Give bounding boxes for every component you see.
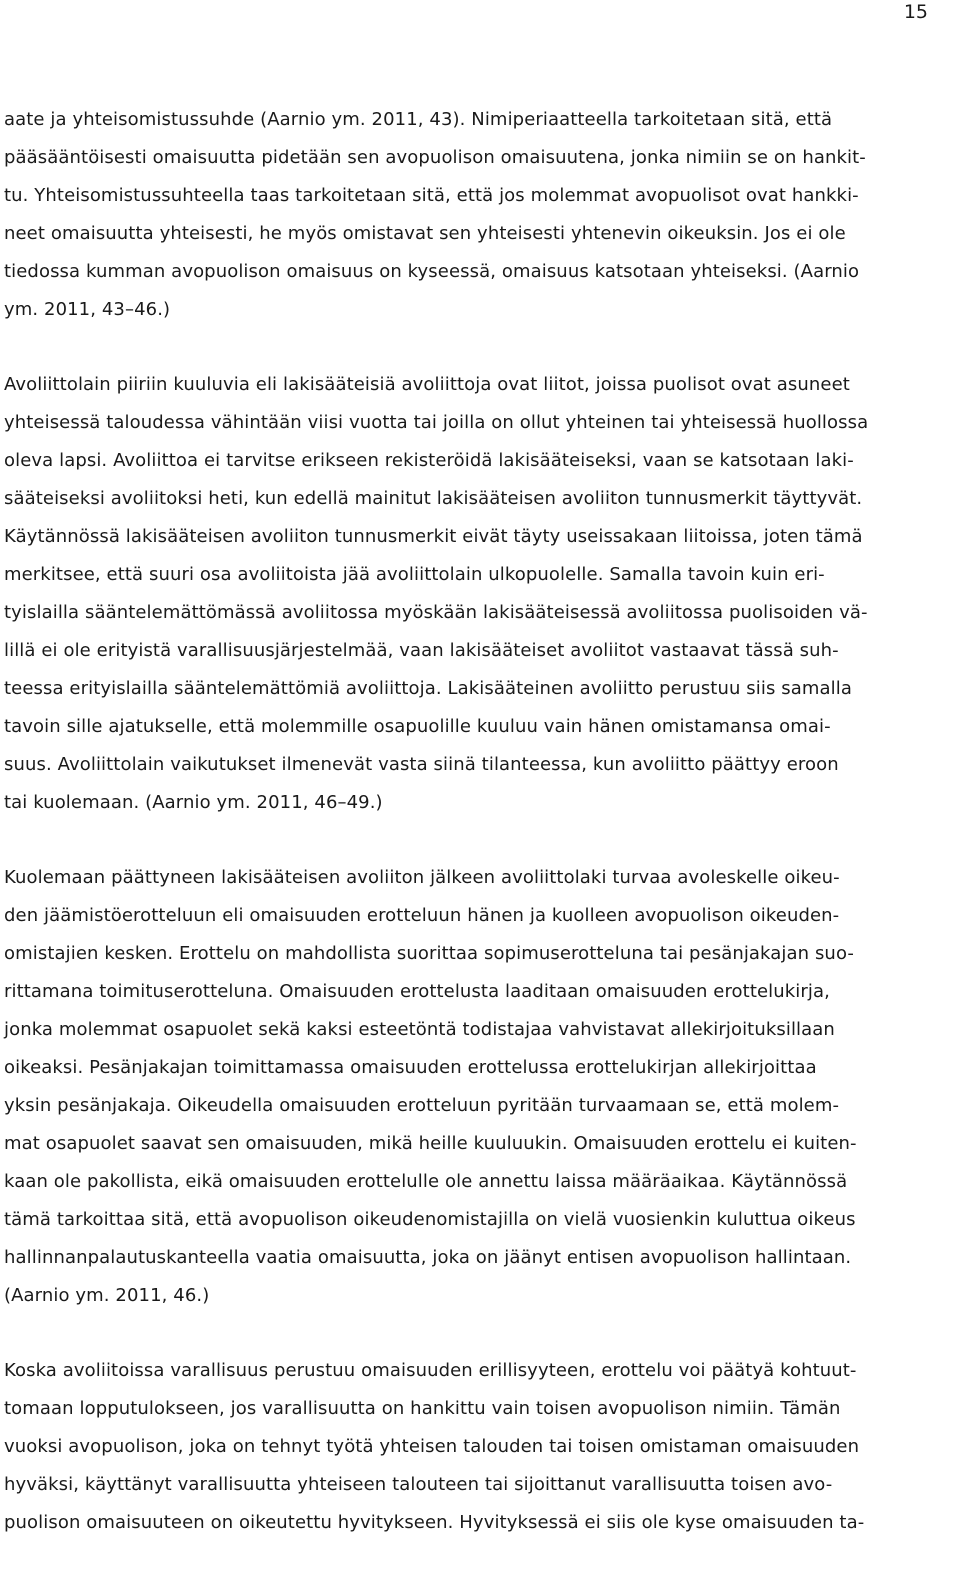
- text-line: tai kuolemaan. (Aarnio ym. 2011, 46–49.): [4, 792, 383, 813]
- text-line: pääsääntöisesti omaisuutta pidetään sen avopuolison omaisuutena, jonka nimiin se on hankit-: [4, 147, 866, 168]
- paragraph-4: [4, 1352, 940, 1542]
- text-line: oikeaksi. Pesänjakajan toimittamassa omaisuuden erottelussa erottelukirjan allekirjoittaa: [4, 1057, 817, 1078]
- paragraph-2: [4, 366, 940, 822]
- text-line: tyislailla sääntelemättömässä avoliitossa myöskään lakisääteisessä avoliitossa puolisoiden vä-: [4, 602, 868, 623]
- text-line: aate ja yhteisomistussuhde (Aarnio ym. 2011, 43). Nimiperiaatteella tarkoitetaan sitä, että: [4, 109, 833, 130]
- text-line: (Aarnio ym. 2011, 46.): [4, 1285, 210, 1306]
- document-body: [4, 101, 940, 1542]
- text-line: vuoksi avopuolison, joka on tehnyt työtä yhteisen talouden tai toisen omistaman omaisuuden: [4, 1436, 860, 1457]
- text-line: teessa erityislailla sääntelemättömiä avoliittoja. Lakisääteinen avoliitto perustuu siis samalla: [4, 678, 852, 699]
- text-line: jonka molemmat osapuolet sekä kaksi esteetöntä todistajaa vahvistavat allekirjoituksillaan: [4, 1019, 835, 1040]
- text-line: Kuolemaan päättyneen lakisääteisen avoliiton jälkeen avoliittolaki turvaa avoleskelle oikeu-: [4, 867, 840, 888]
- text-line: yksin pesänjakaja. Oikeudella omaisuuden erotteluun pyritään turvaamaan se, että molem-: [4, 1095, 840, 1116]
- text-line: kaan ole pakollista, eikä omaisuuden erottelulle ole annettu laissa määräaikaa. Käytännössä: [4, 1171, 848, 1192]
- text-line: Koska avoliitoissa varallisuus perustuu omaisuuden erillisyyteen, erottelu voi päätyä kohtuut-: [4, 1360, 857, 1381]
- text-line: tämä tarkoittaa sitä, että avopuolison oikeudenomistajilla on vielä vuosienkin kuluttua oikeus: [4, 1209, 856, 1230]
- text-line: tomaan lopputulokseen, jos varallisuutta on hankittu vain toisen avopuolison nimiin. Tämän: [4, 1398, 841, 1419]
- text-line: Käytännössä lakisääteisen avoliiton tunnusmerkit eivät täyty useissakaan liitoissa, joten tämä: [4, 526, 863, 547]
- text-line: yhteisessä taloudessa vähintään viisi vuotta tai joilla on ollut yhteinen tai yhteisessä huollossa: [4, 412, 869, 433]
- text-line: sääteiseksi avoliitoksi heti, kun edellä mainitut lakisääteisen avoliiton tunnusmerkit täyttyvät.: [4, 488, 863, 509]
- text-line: den jäämistöerotteluun eli omaisuuden erotteluun hänen ja kuolleen avopuolison oikeuden-: [4, 905, 840, 926]
- text-line: merkitsee, että suuri osa avoliitoista jää avoliittolain ulkopuolelle. Samalla tavoin kuin eri-: [4, 564, 825, 585]
- text-line: rittamana toimituserotteluna. Omaisuuden erottelusta laaditaan omaisuuden erottelukirja,: [4, 981, 830, 1002]
- text-line: puolison omaisuuteen on oikeutettu hyvitykseen. Hyvityksessä ei siis ole kyse omaisuuden ta-: [4, 1512, 865, 1533]
- text-line: ym. 2011, 43–46.): [4, 299, 171, 320]
- text-line: hyväksi, käyttänyt varallisuutta yhteiseen talouteen tai sijoittanut varallisuutta toisen avo-: [4, 1474, 833, 1495]
- text-line: tu. Yhteisomistussuhteella taas tarkoitetaan sitä, että jos molemmat avopuolisot ovat hankki-: [4, 185, 859, 206]
- text-line: oleva lapsi. Avoliittoa ei tarvitse erikseen rekisteröidä lakisääteiseksi, vaan se katsotaan laki-: [4, 450, 854, 471]
- paragraph-3: [4, 859, 940, 1315]
- text-line: tiedossa kumman avopuolison omaisuus on kyseessä, omaisuus katsotaan yhteiseksi. (Aarnio: [4, 261, 860, 282]
- paragraph-spacer: [4, 329, 940, 366]
- paragraph-1: [4, 101, 940, 329]
- page-number: 15: [903, 1, 928, 23]
- paragraph-spacer: [4, 822, 940, 859]
- text-line: lillä ei ole erityistä varallisuusjärjestelmää, vaan lakisääteiset avoliitot vastaavat tässä suh-: [4, 640, 839, 661]
- text-line: suus. Avoliittolain vaikutukset ilmenevät vasta siinä tilanteessa, kun avoliitto päättyy eroon: [4, 754, 839, 775]
- paragraph-spacer: [4, 1315, 940, 1352]
- text-line: mat osapuolet saavat sen omaisuuden, mikä heille kuuluukin. Omaisuuden erottelu ei kuiten-: [4, 1133, 857, 1154]
- text-line: hallinnanpalautuskanteella vaatia omaisuutta, joka on jäänyt entisen avopuolison hallintaan.: [4, 1247, 852, 1268]
- text-line: omistajien kesken. Erottelu on mahdollista suorittaa sopimuserotteluna tai pesänjakajan suo-: [4, 943, 854, 964]
- text-line: neet omaisuutta yhteisesti, he myös omistavat sen yhteisesti yhtenevin oikeuksin. Jos ei ole: [4, 223, 846, 244]
- text-line: tavoin sille ajatukselle, että molemmille osapuolille kuuluu vain hänen omistamansa omai-: [4, 716, 831, 737]
- text-line: Avoliittolain piiriin kuuluvia eli lakisääteisiä avoliittoja ovat liitot, joissa puolisot ovat asuneet: [4, 374, 850, 395]
